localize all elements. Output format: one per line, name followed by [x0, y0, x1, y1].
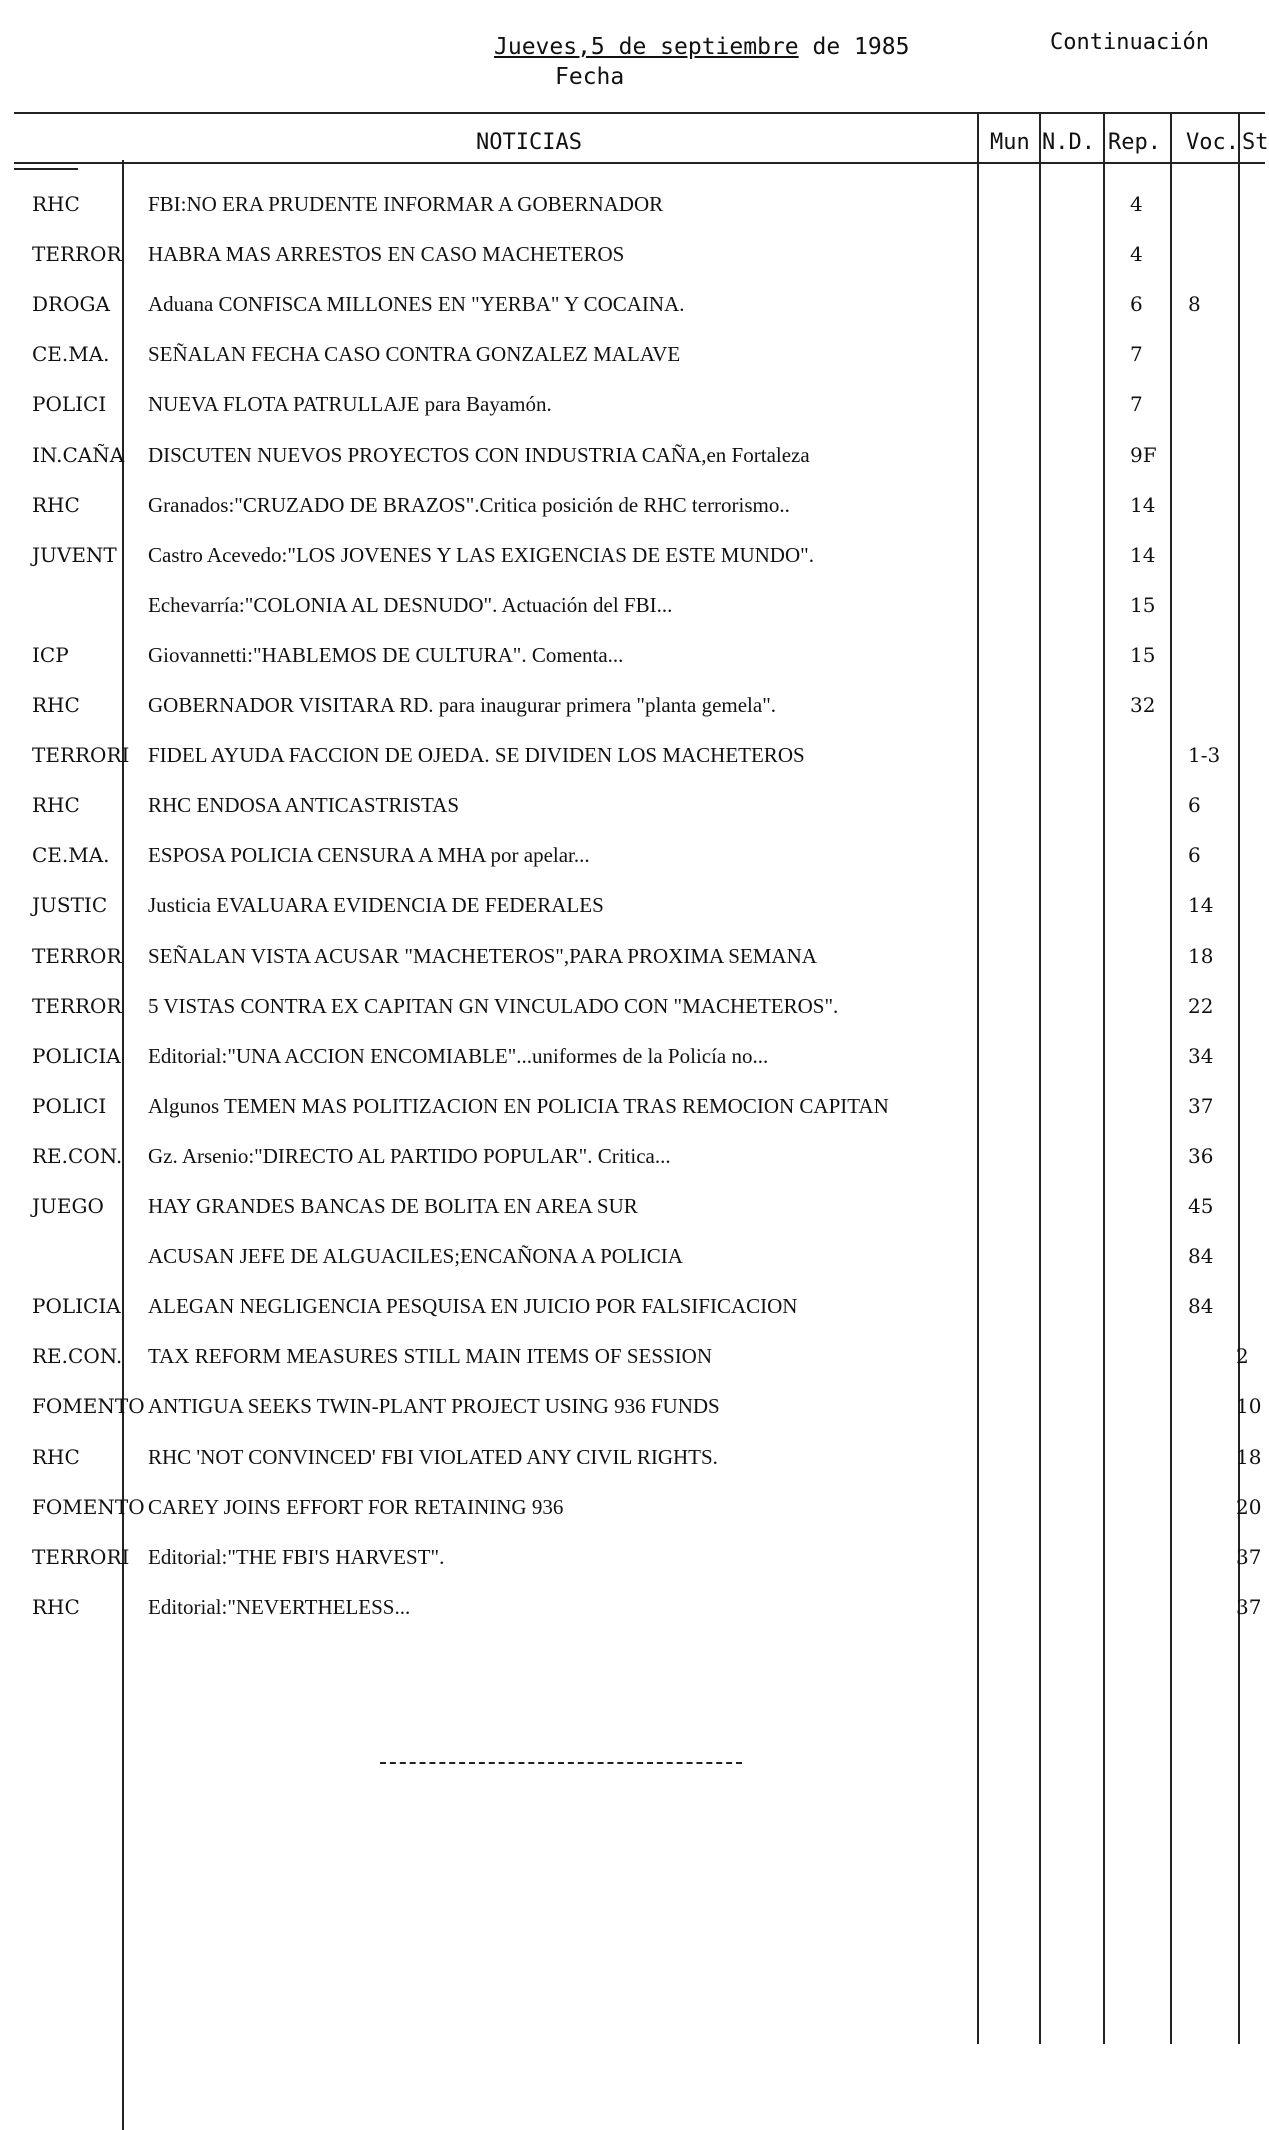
headline-cell: Justicia EVALUARA EVIDENCIA DE FEDERALES — [148, 893, 604, 918]
voc-page-cell: 1-3 — [1188, 743, 1221, 768]
end-rule — [380, 1762, 742, 1764]
news-row — [0, 1495, 1265, 1545]
category-cell: RHC — [32, 192, 80, 216]
date-underlined: Jueves,5 de septiembre — [494, 34, 799, 60]
rep-page-cell: 9F — [1130, 442, 1157, 467]
fecha-label: Fecha — [555, 64, 625, 90]
news-row — [0, 292, 1265, 342]
category-cell: ICP — [32, 642, 69, 667]
top-rule — [14, 112, 1265, 114]
headline-cell: ACUSAN JEFE DE ALGUACILES;ENCAÑONA A POLICIA — [148, 1244, 683, 1269]
voc-page-cell: 34 — [1188, 1043, 1214, 1068]
news-row — [0, 793, 1265, 843]
margin-dash — [14, 168, 78, 170]
rep-page-cell: 14 — [1130, 492, 1156, 517]
news-row — [0, 1545, 1265, 1595]
headline-cell: Aduana CONFISCA MILLONES EN "YERBA" Y COCAINA. — [148, 292, 685, 317]
headline-cell: ALEGAN NEGLIGENCIA PESQUISA EN JUICIO POR FALSIFICACION — [148, 1294, 798, 1319]
headline-cell: FBI:NO ERA PRUDENTE INFORMAR A GOBERNADOR — [148, 192, 664, 216]
rep-page-cell: 7 — [1130, 342, 1143, 367]
noticias-header: NOTICIAS — [476, 130, 582, 155]
headline-cell: ESPOSA POLICIA CENSURA A MHA por apelar... — [148, 843, 590, 868]
headline-cell: ANTIGUA SEEKS TWIN-PLANT PROJECT USING 936 FUNDS — [148, 1394, 720, 1419]
headline-cell: Gz. Arsenio:"DIRECTO AL PARTIDO POPULAR". Critica... — [148, 1143, 671, 1168]
headline-cell: HAY GRANDES BANCAS DE BOLITA EN AREA SUR — [148, 1194, 638, 1218]
voc-page-cell: 18 — [1188, 943, 1214, 968]
rep-page-cell: 4 — [1130, 192, 1143, 216]
headline-cell: Giovannetti:"HABLEMOS DE CULTURA". Comenta... — [148, 642, 624, 667]
rep-page-cell: 6 — [1130, 292, 1143, 317]
news-row — [0, 1194, 1265, 1244]
news-row — [0, 994, 1265, 1044]
st-header: St — [1242, 130, 1269, 155]
headline-cell: FIDEL AYUDA FACCION DE OJEDA. SE DIVIDEN LOS MACHETEROS — [148, 743, 805, 768]
category-cell: JUVENT — [32, 542, 117, 567]
news-row — [0, 342, 1265, 392]
date-year: de 1985 — [798, 34, 910, 60]
news-row — [0, 1044, 1265, 1094]
voc-page-cell: 6 — [1188, 793, 1201, 818]
news-row — [0, 493, 1265, 543]
voc-page-cell: 84 — [1188, 1244, 1214, 1269]
headline-cell: Granados:"CRUZADO DE BRAZOS".Critica posición de RHC terrorismo.. — [148, 492, 790, 517]
category-cell: POLICIA — [32, 1043, 121, 1068]
category-cell: POLICIA — [32, 1294, 121, 1319]
category-cell: JUSTIC — [32, 893, 108, 918]
news-row — [0, 242, 1265, 292]
voc-page-cell: 37 — [1188, 1093, 1214, 1118]
category-cell: TERRORI — [32, 1544, 130, 1569]
voc-page-cell: 45 — [1188, 1194, 1214, 1218]
category-cell: RE.CON. — [32, 1344, 123, 1369]
news-row — [0, 192, 1265, 242]
headline-cell: HABRA MAS ARRESTOS EN CASO MACHETEROS — [148, 242, 625, 267]
category-cell: TERROR — [32, 242, 122, 267]
mun-header: Mun — [990, 130, 1030, 155]
news-row — [0, 1294, 1265, 1344]
rep-page-cell: 14 — [1130, 542, 1156, 567]
category-cell: POLICI — [32, 392, 107, 417]
rep-page-cell: 15 — [1130, 592, 1156, 617]
category-cell: IN.CAÑA — [32, 442, 125, 467]
news-row — [0, 1595, 1265, 1645]
news-row — [0, 593, 1265, 643]
headline-cell: Castro Acevedo:"LOS JOVENES Y LAS EXIGENCIAS DE ESTE MUNDO". — [148, 542, 814, 567]
headline-cell: RHC ENDOSA ANTICASTRISTAS — [148, 793, 460, 818]
category-cell: RHC — [32, 693, 80, 717]
category-cell: RHC — [32, 492, 80, 517]
category-cell: POLICI — [32, 1093, 107, 1118]
voc-page-cell: 22 — [1188, 993, 1214, 1018]
voc-page-cell: 6 — [1188, 843, 1201, 868]
category-cell: FOMENTO — [32, 1394, 145, 1419]
rep-page-cell: 4 — [1130, 242, 1143, 267]
category-cell: RHC — [32, 1594, 80, 1619]
headline-cell: SEÑALAN FECHA CASO CONTRA GONZALEZ MALAVE — [148, 342, 681, 367]
voc-page-cell: 8 — [1188, 292, 1201, 317]
category-cell: TERRORI — [32, 743, 130, 768]
news-row — [0, 1445, 1265, 1495]
category-cell: TERROR — [32, 993, 122, 1018]
header-rule — [14, 162, 1265, 164]
st-page-cell: 2 — [1236, 1344, 1249, 1369]
category-cell: RHC — [32, 793, 80, 818]
news-row — [0, 392, 1265, 442]
category-cell: RE.CON. — [32, 1143, 123, 1168]
news-row — [0, 1344, 1265, 1394]
continuation-label: Continuación — [1050, 30, 1209, 55]
news-row — [0, 643, 1265, 693]
category-cell: JUEGO — [32, 1194, 104, 1218]
headline-cell: Echevarría:"COLONIA AL DESNUDO". Actuación del FBI... — [148, 592, 673, 617]
headline-cell: NUEVA FLOTA PATRULLAJE para Bayamón. — [148, 392, 552, 417]
voc-header: Voc. — [1186, 130, 1239, 155]
category-cell: RHC — [32, 1444, 80, 1469]
news-row — [0, 944, 1265, 994]
news-row — [0, 893, 1265, 943]
rep-page-cell: 32 — [1130, 693, 1156, 717]
headline-cell: CAREY JOINS EFFORT FOR RETAINING 936 — [148, 1494, 564, 1519]
headline-cell: Editorial:"UNA ACCION ENCOMIABLE"...uniformes de la Policía no... — [148, 1043, 769, 1068]
news-row — [0, 843, 1265, 893]
news-row — [0, 1144, 1265, 1194]
nd-header: N.D. — [1042, 130, 1095, 155]
st-page-cell: 18 — [1236, 1444, 1262, 1469]
headline-cell: 5 VISTAS CONTRA EX CAPITAN GN VINCULADO CON "MACHETEROS". — [148, 993, 839, 1018]
headline-cell: TAX REFORM MEASURES STILL MAIN ITEMS OF SESSION — [148, 1344, 713, 1369]
st-page-cell: 20 — [1236, 1494, 1262, 1519]
category-cell: DROGA — [32, 292, 110, 317]
news-row — [0, 743, 1265, 793]
headline-cell: Editorial:"THE FBI'S HARVEST". — [148, 1544, 445, 1569]
st-page-cell: 10 — [1236, 1394, 1262, 1419]
news-row — [0, 1094, 1265, 1144]
category-cell: CE.MA. — [32, 843, 110, 868]
voc-page-cell: 36 — [1188, 1143, 1214, 1168]
news-row — [0, 443, 1265, 493]
rep-page-cell: 7 — [1130, 392, 1143, 417]
date-line — [494, 34, 909, 60]
category-cell: CE.MA. — [32, 342, 110, 367]
news-row — [0, 693, 1265, 743]
news-row — [0, 543, 1265, 593]
headline-cell: SEÑALAN VISTA ACUSAR "MACHETEROS",PARA PROXIMA SEMANA — [148, 943, 817, 968]
st-page-cell: 37 — [1236, 1544, 1262, 1569]
news-row — [0, 1394, 1265, 1444]
news-row — [0, 1244, 1265, 1294]
headline-cell: DISCUTEN NUEVOS PROYECTOS CON INDUSTRIA CAÑA,en Fortaleza — [148, 442, 810, 467]
headline-cell: GOBERNADOR VISITARA RD. para inaugurar primera "planta gemela". — [148, 693, 777, 717]
headline-cell: Algunos TEMEN MAS POLITIZACION EN POLICIA TRAS REMOCION CAPITAN — [148, 1093, 889, 1118]
headline-cell: RHC 'NOT CONVINCED' FBI VIOLATED ANY CIVIL RIGHTS. — [148, 1444, 718, 1469]
headline-cell: Editorial:"NEVERTHELESS... — [148, 1594, 411, 1619]
voc-page-cell: 14 — [1188, 893, 1214, 918]
rep-header: Rep. — [1108, 130, 1161, 155]
category-cell: TERROR — [32, 943, 122, 968]
rep-page-cell: 15 — [1130, 642, 1156, 667]
st-page-cell: 37 — [1236, 1594, 1262, 1619]
category-cell: FOMENTO — [32, 1494, 145, 1519]
voc-page-cell: 84 — [1188, 1294, 1214, 1319]
